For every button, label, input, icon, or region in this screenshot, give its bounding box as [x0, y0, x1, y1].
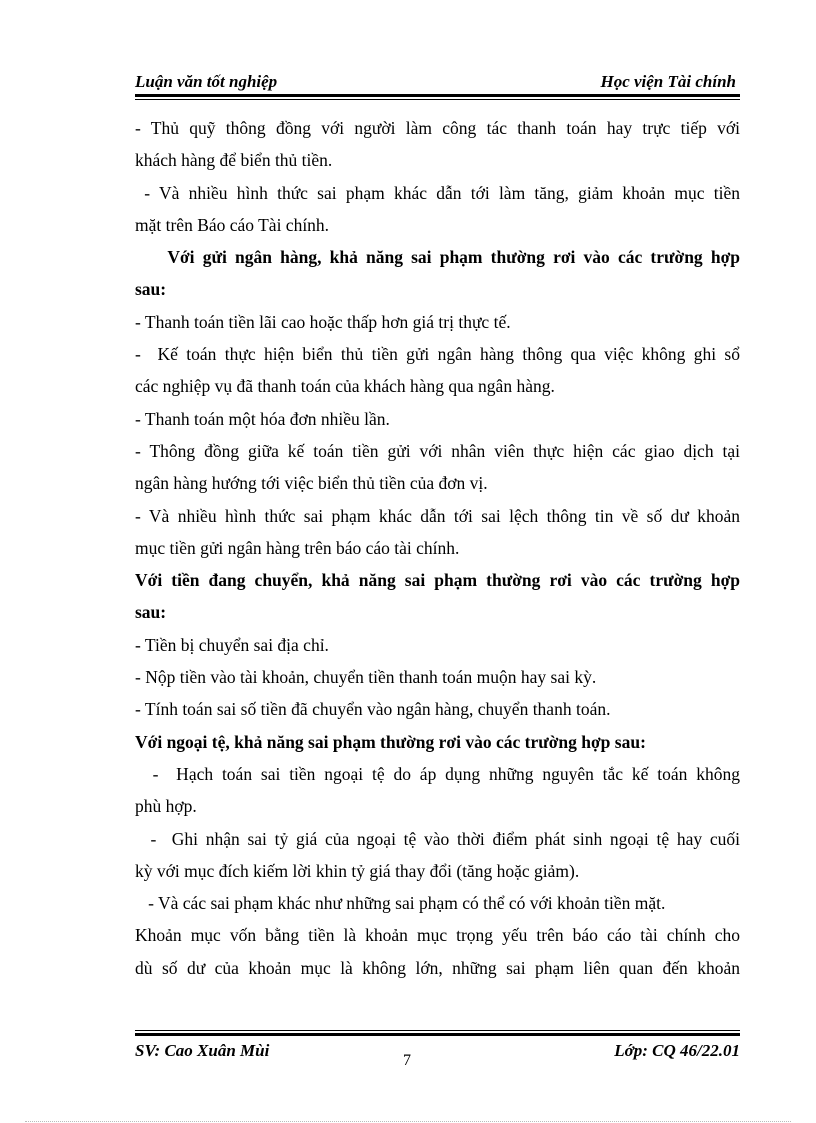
footer-rule-thick — [135, 1033, 740, 1036]
page-footer — [135, 1041, 740, 1069]
text-line: - Và nhiều hình thức sai phạm khác dẫn tới sai lệch thông tin về số dư khoản — [135, 505, 740, 526]
text-line: mặt trên Báo cáo Tài chính. — [135, 214, 330, 235]
text-line: - Thanh toán một hóa đơn nhiều lần. — [135, 408, 390, 429]
text-line: ngân hàng hướng tới việc biển thủ tiền của đơn vị. — [135, 473, 488, 494]
text-line: - Thông đồng giữa kế toán tiền gửi với nhân viên thực hiện các giao dịch tại — [135, 440, 740, 461]
text-line: - Và nhiều hình thức sai phạm khác dẫn tới làm tăng, giảm khoản mục tiền — [135, 182, 740, 203]
page-number: 7 — [403, 1052, 411, 1069]
text-line: - Tiền bị chuyển sai địa chỉ. — [135, 634, 329, 655]
section-heading-cont: sau: — [135, 279, 167, 300]
text-line: phù hợp. — [135, 796, 197, 817]
text-line: các nghiệp vụ đã thanh toán của khách hàng qua ngân hàng. — [135, 376, 555, 397]
footer-student-name: SV: Cao Xuân Mùi — [135, 1041, 270, 1060]
header-thesis-title: Luận văn tốt nghiệp — [135, 72, 278, 91]
text-line: Khoản mục vốn bằng tiền là khoản mục trọng yếu trên báo cáo tài chính cho — [135, 925, 740, 946]
text-line: - Thủ quỹ thông đồng với người làm công tác thanh toán hay trực tiếp với — [135, 118, 740, 138]
section-heading: Với tiền đang chuyển, khả năng sai phạm thường rơi vào các trường hợp — [135, 570, 740, 591]
text-line: - Ghi nhận sai tỷ giá của ngoại tệ vào thời điểm phát sinh ngoại tệ hay cuối — [135, 828, 740, 849]
page-header — [135, 72, 738, 94]
section-heading-cont: sau: — [135, 602, 167, 623]
header-institution: Học viện Tài chính — [600, 72, 736, 91]
header-rule-thin — [135, 99, 740, 100]
text-line: khách hàng để biển thủ tiền. — [135, 150, 333, 171]
section-heading: Với gửi ngân hàng, khả năng sai phạm thường rơi vào các trường hợp — [135, 247, 740, 268]
text-line: kỳ với mục đích kiếm lời khin tỷ giá thay đổi (tăng hoặc giảm). — [135, 860, 580, 881]
section-heading: Với ngoại tệ, khả năng sai phạm thường rơi vào các trường hợp sau: — [135, 731, 646, 752]
text-line: - Thanh toán tiền lãi cao hoặc thấp hơn giá trị thực tế. — [135, 311, 511, 332]
footer-rule-thin — [135, 1030, 740, 1031]
footer-class: Lớp: CQ 46/22.01 — [614, 1041, 740, 1060]
text-line: - Tính toán sai số tiền đã chuyển vào ngân hàng, chuyển thanh toán. — [135, 699, 611, 720]
text-line: - Hạch toán sai tiền ngoại tệ do áp dụng những nguyên tắc kế toán không — [135, 763, 740, 784]
text-line: - Và các sai phạm khác như những sai phạm có thể có với khoản tiền mặt. — [135, 893, 666, 914]
body-text — [135, 112, 740, 984]
text-line: - Kế toán thực hiện biển thủ tiền gửi ngân hàng thông qua việc không ghi sổ — [135, 344, 740, 365]
header-rule-thick — [135, 94, 740, 97]
text-line: mục tiền gửi ngân hàng trên báo cáo tài chính. — [135, 537, 460, 558]
page-edge-divider — [25, 1121, 791, 1122]
text-line: dù số dư của khoản mục là không lớn, những sai phạm liên quan đến khoản — [135, 957, 740, 978]
text-line: - Nộp tiền vào tài khoản, chuyển tiền thanh toán muộn hay sai kỳ. — [135, 667, 597, 688]
